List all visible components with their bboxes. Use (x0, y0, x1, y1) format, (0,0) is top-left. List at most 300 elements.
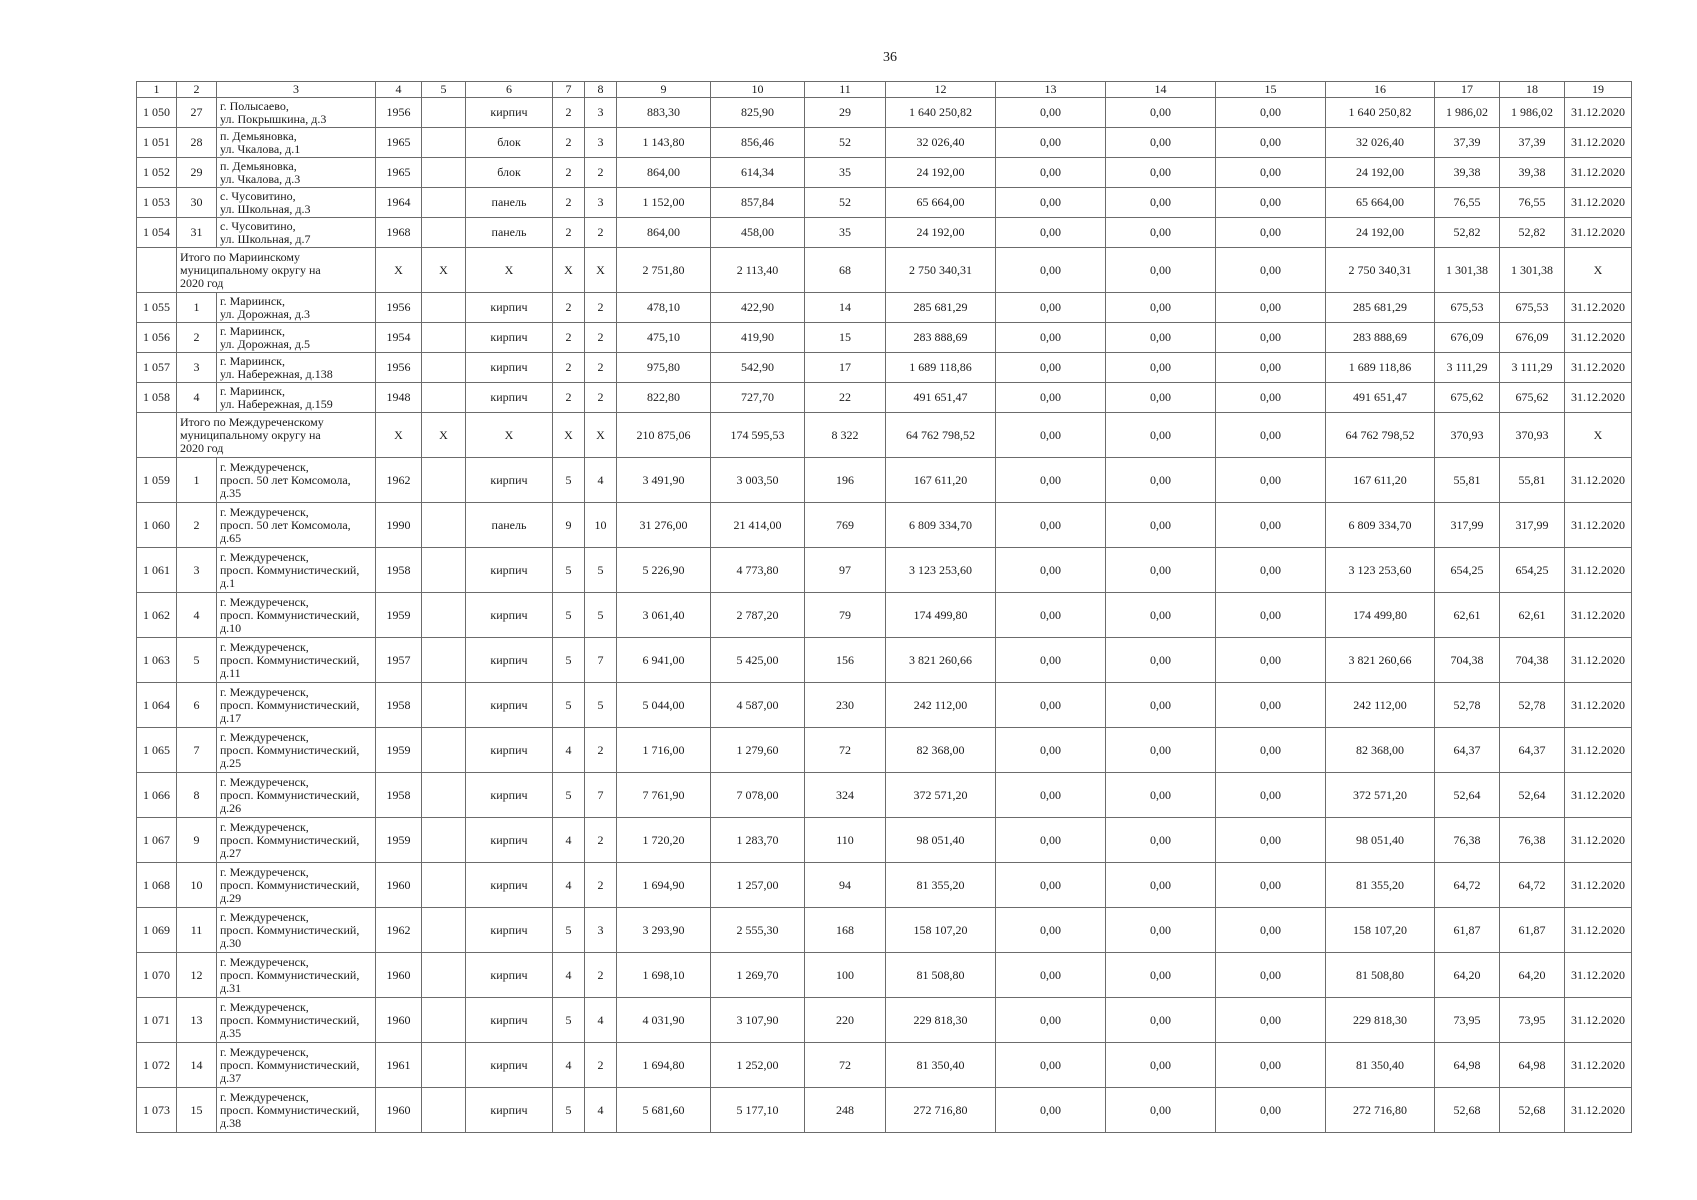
text-line: д.35 (220, 485, 242, 500)
cell-c15: 0,00 (1216, 1088, 1326, 1133)
cell-c17: 39,38 (1435, 158, 1500, 188)
cell-c14: 0,00 (1106, 908, 1216, 953)
cell-ent: 2 (585, 818, 617, 863)
table-row (137, 863, 1632, 908)
cell-ent: 4 (585, 1088, 617, 1133)
cell-c14: 0,00 (1106, 248, 1216, 293)
cell-c11: 220 (805, 998, 886, 1043)
row-number: 1 064 (137, 683, 177, 728)
cell-c10: 1 269,70 (711, 953, 805, 998)
cell-floors: 4 (553, 728, 585, 773)
cell-c13: 0,00 (996, 683, 1106, 728)
row-number: 1 068 (137, 863, 177, 908)
cell-wall: кирпич (466, 593, 553, 638)
cell-floors: X (553, 413, 585, 458)
cell-c5 (422, 593, 466, 638)
cell-year: 1965 (376, 158, 422, 188)
cell-c18: 55,81 (1500, 458, 1565, 503)
cell-c19: 31.12.2020 (1565, 188, 1632, 218)
cell-c15: 0,00 (1216, 503, 1326, 548)
cell-c15: 0,00 (1216, 218, 1326, 248)
cell-c11: 68 (805, 248, 886, 293)
row-number: 1 066 (137, 773, 177, 818)
cell-c14: 0,00 (1106, 158, 1216, 188)
address-cell (217, 548, 376, 593)
cell-c10: 5 425,00 (711, 638, 805, 683)
cell-c18: 76,38 (1500, 818, 1565, 863)
cell-c14: 0,00 (1106, 458, 1216, 503)
cell-c12: 24 192,00 (886, 158, 996, 188)
cell-year: 1960 (376, 953, 422, 998)
cell-c16: 1 640 250,82 (1326, 98, 1435, 128)
cell-c14: 0,00 (1106, 773, 1216, 818)
row-number: 1 053 (137, 188, 177, 218)
cell-c18: 1 301,38 (1500, 248, 1565, 293)
row-number: 1 067 (137, 818, 177, 863)
cell-ent: 2 (585, 218, 617, 248)
cell-floors: 5 (553, 638, 585, 683)
cell-c13: 0,00 (996, 1043, 1106, 1088)
cell-c15: 0,00 (1216, 188, 1326, 218)
text-line: д.26 (220, 800, 242, 815)
cell-floors: 4 (553, 953, 585, 998)
cell-c12: 1 689 118,86 (886, 353, 996, 383)
text-line: г. Междуреченск, (220, 909, 309, 924)
text-line: ул. Дорожная, д.3 (220, 306, 311, 321)
text-line: г. Мариинск, (220, 353, 285, 368)
column-header: 10 (711, 82, 805, 98)
cell-c14: 0,00 (1106, 98, 1216, 128)
cell-c13: 0,00 (996, 503, 1106, 548)
cell-c12: 158 107,20 (886, 908, 996, 953)
cell-c14: 0,00 (1106, 593, 1216, 638)
cell-c18: 64,72 (1500, 863, 1565, 908)
cell-c15: 0,00 (1216, 818, 1326, 863)
cell-ent: 2 (585, 1043, 617, 1088)
cell-floors: 9 (553, 503, 585, 548)
cell-floors: X (553, 248, 585, 293)
text-line: г. Междуреченск, (220, 549, 309, 564)
row-local-number: 6 (177, 683, 217, 728)
table-row (137, 98, 1632, 128)
cell-c5 (422, 188, 466, 218)
cell-c11: 72 (805, 728, 886, 773)
table-row (137, 908, 1632, 953)
cell-wall: кирпич (466, 863, 553, 908)
cell-ent: 2 (585, 728, 617, 773)
cell-c12: 3 821 260,66 (886, 638, 996, 683)
cell-c15: 0,00 (1216, 908, 1326, 953)
cell-floors: 2 (553, 293, 585, 323)
cell-ent: 5 (585, 548, 617, 593)
cell-c17: 76,55 (1435, 188, 1500, 218)
cell-ent: 2 (585, 293, 617, 323)
row-number: 1 062 (137, 593, 177, 638)
cell-c16: 81 350,40 (1326, 1043, 1435, 1088)
cell-c13: 0,00 (996, 548, 1106, 593)
cell-c5 (422, 293, 466, 323)
cell-wall: кирпич (466, 638, 553, 683)
subtotal-label (177, 248, 376, 293)
text-line: г. Междуреченск, (220, 774, 309, 789)
cell-ent: 7 (585, 638, 617, 683)
cell-c9: 5 226,90 (617, 548, 711, 593)
cell-wall: X (466, 413, 553, 458)
table-row (137, 158, 1632, 188)
text-line: д.1 (220, 575, 236, 590)
cell-c13: 0,00 (996, 248, 1106, 293)
text-line: ул. Набережная, д.138 (220, 366, 333, 381)
cell-year: 1962 (376, 458, 422, 503)
cell-year: 1958 (376, 548, 422, 593)
cell-c14: 0,00 (1106, 683, 1216, 728)
cell-c13: 0,00 (996, 728, 1106, 773)
cell-c12: 6 809 334,70 (886, 503, 996, 548)
cell-c10: 422,90 (711, 293, 805, 323)
page-number: 36 (883, 50, 897, 65)
cell-c12: 372 571,20 (886, 773, 996, 818)
row-local-number: 3 (177, 353, 217, 383)
cell-year: 1948 (376, 383, 422, 413)
cell-c5 (422, 818, 466, 863)
cell-wall: кирпич (466, 458, 553, 503)
cell-c16: 2 750 340,31 (1326, 248, 1435, 293)
cell-year: 1964 (376, 188, 422, 218)
row-number: 1 057 (137, 353, 177, 383)
text-line: п. Демьяновка, (220, 158, 297, 173)
cell-c10: 2 787,20 (711, 593, 805, 638)
cell-c17: 1 301,38 (1435, 248, 1500, 293)
cell-c17: 3 111,29 (1435, 353, 1500, 383)
row-number: 1 070 (137, 953, 177, 998)
cell-ent: 3 (585, 98, 617, 128)
cell-c11: 14 (805, 293, 886, 323)
cell-c9: 883,30 (617, 98, 711, 128)
cell-c5: X (422, 248, 466, 293)
text-line: ул. Покрышкина, д.3 (220, 111, 327, 126)
cell-c13: 0,00 (996, 188, 1106, 218)
cell-floors: 2 (553, 218, 585, 248)
cell-c19: 31.12.2020 (1565, 773, 1632, 818)
cell-floors: 2 (553, 353, 585, 383)
address-cell (217, 158, 376, 188)
text-line: г. Мариинск, (220, 293, 285, 308)
cell-c11: 196 (805, 458, 886, 503)
address-cell (217, 1088, 376, 1133)
cell-c9: 5 044,00 (617, 683, 711, 728)
cell-c9: 210 875,06 (617, 413, 711, 458)
cell-year: 1990 (376, 503, 422, 548)
empty-cell (137, 248, 177, 293)
cell-c18: 64,98 (1500, 1043, 1565, 1088)
row-local-number: 30 (177, 188, 217, 218)
cell-ent: 3 (585, 908, 617, 953)
cell-c10: 614,34 (711, 158, 805, 188)
cell-c5 (422, 683, 466, 728)
cell-c12: 1 640 250,82 (886, 98, 996, 128)
cell-year: X (376, 413, 422, 458)
cell-c16: 272 716,80 (1326, 1088, 1435, 1133)
cell-c15: 0,00 (1216, 413, 1326, 458)
cell-floors: 5 (553, 683, 585, 728)
cell-c10: 857,84 (711, 188, 805, 218)
cell-year: 1959 (376, 818, 422, 863)
text-line: просп. 50 лет Комсомола, (220, 517, 351, 532)
table-row (137, 548, 1632, 593)
cell-c11: 156 (805, 638, 886, 683)
text-line: г. Междуреченск, (220, 684, 309, 699)
cell-c14: 0,00 (1106, 503, 1216, 548)
text-line: г. Междуреченск, (220, 819, 309, 834)
cell-wall: панель (466, 218, 553, 248)
text-line: д.11 (220, 665, 241, 680)
cell-wall: кирпич (466, 383, 553, 413)
cell-c18: 1 986,02 (1500, 98, 1565, 128)
cell-c16: 32 026,40 (1326, 128, 1435, 158)
cell-c15: 0,00 (1216, 638, 1326, 683)
cell-ent: 2 (585, 863, 617, 908)
cell-c15: 0,00 (1216, 293, 1326, 323)
cell-c5 (422, 218, 466, 248)
cell-c19: 31.12.2020 (1565, 128, 1632, 158)
cell-c19: 31.12.2020 (1565, 818, 1632, 863)
row-local-number: 28 (177, 128, 217, 158)
row-local-number: 2 (177, 323, 217, 353)
cell-c18: 675,53 (1500, 293, 1565, 323)
cell-c12: 81 355,20 (886, 863, 996, 908)
cell-c17: 370,93 (1435, 413, 1500, 458)
cell-c19: 31.12.2020 (1565, 638, 1632, 683)
row-local-number: 7 (177, 728, 217, 773)
text-line: г. Междуреченск, (220, 729, 309, 744)
cell-c19: 31.12.2020 (1565, 863, 1632, 908)
text-line: д.31 (220, 980, 242, 995)
subtotal-row (137, 413, 1632, 458)
cell-wall: кирпич (466, 683, 553, 728)
cell-c9: 864,00 (617, 158, 711, 188)
cell-c13: 0,00 (996, 908, 1106, 953)
cell-wall: кирпич (466, 98, 553, 128)
column-header: 13 (996, 82, 1106, 98)
cell-c19: 31.12.2020 (1565, 458, 1632, 503)
cell-wall: кирпич (466, 908, 553, 953)
row-local-number: 3 (177, 548, 217, 593)
cell-c18: 317,99 (1500, 503, 1565, 548)
cell-c17: 675,53 (1435, 293, 1500, 323)
cell-c5 (422, 638, 466, 683)
text-line: Итого по Междуреченскому (180, 414, 324, 429)
cell-c15: 0,00 (1216, 773, 1326, 818)
cell-c19: 31.12.2020 (1565, 548, 1632, 593)
cell-c16: 229 818,30 (1326, 998, 1435, 1043)
cell-c17: 61,87 (1435, 908, 1500, 953)
cell-c13: 0,00 (996, 383, 1106, 413)
cell-c9: 3 491,90 (617, 458, 711, 503)
cell-c12: 242 112,00 (886, 683, 996, 728)
cell-c9: 6 941,00 (617, 638, 711, 683)
row-number: 1 054 (137, 218, 177, 248)
cell-c15: 0,00 (1216, 683, 1326, 728)
cell-floors: 5 (553, 458, 585, 503)
cell-c9: 864,00 (617, 218, 711, 248)
cell-ent: 10 (585, 503, 617, 548)
row-local-number: 8 (177, 773, 217, 818)
row-local-number: 15 (177, 1088, 217, 1133)
cell-c18: 73,95 (1500, 998, 1565, 1043)
cell-c11: 230 (805, 683, 886, 728)
cell-c14: 0,00 (1106, 1088, 1216, 1133)
text-line: д.17 (220, 710, 242, 725)
cell-c10: 3 107,90 (711, 998, 805, 1043)
cell-c10: 21 414,00 (711, 503, 805, 548)
address-cell (217, 863, 376, 908)
housing-register-table (136, 81, 1632, 1133)
column-header: 6 (466, 82, 553, 98)
address-cell (217, 998, 376, 1043)
text-line: просп. Коммунистический, (220, 877, 360, 892)
cell-c12: 81 350,40 (886, 1043, 996, 1088)
cell-c15: 0,00 (1216, 158, 1326, 188)
cell-c18: 76,55 (1500, 188, 1565, 218)
cell-wall: X (466, 248, 553, 293)
text-line: просп. Коммунистический, (220, 922, 360, 937)
row-number: 1 052 (137, 158, 177, 188)
cell-c9: 2 751,80 (617, 248, 711, 293)
cell-c18: 675,62 (1500, 383, 1565, 413)
cell-c14: 0,00 (1106, 1043, 1216, 1088)
text-line: ул. Школьная, д.7 (220, 231, 311, 246)
cell-c11: 8 322 (805, 413, 886, 458)
cell-c11: 29 (805, 98, 886, 128)
cell-floors: 2 (553, 188, 585, 218)
cell-c17: 37,39 (1435, 128, 1500, 158)
cell-ent: 7 (585, 773, 617, 818)
cell-c12: 81 508,80 (886, 953, 996, 998)
cell-c13: 0,00 (996, 818, 1106, 863)
cell-c17: 62,61 (1435, 593, 1500, 638)
row-local-number: 2 (177, 503, 217, 548)
text-line: просп. Коммунистический, (220, 607, 360, 622)
cell-c15: 0,00 (1216, 953, 1326, 998)
text-line: 2020 год (180, 275, 224, 290)
cell-c14: 0,00 (1106, 383, 1216, 413)
text-line: д.27 (220, 845, 242, 860)
cell-ent: 3 (585, 188, 617, 218)
cell-c10: 2 113,40 (711, 248, 805, 293)
address-cell (217, 638, 376, 683)
cell-c16: 283 888,69 (1326, 323, 1435, 353)
text-line: просп. Коммунистический, (220, 832, 360, 847)
cell-floors: 5 (553, 1088, 585, 1133)
cell-c13: 0,00 (996, 1088, 1106, 1133)
cell-year: 1960 (376, 863, 422, 908)
row-local-number: 14 (177, 1043, 217, 1088)
subtotal-label (177, 413, 376, 458)
address-cell (217, 128, 376, 158)
text-line: д.29 (220, 890, 242, 905)
cell-c18: 676,09 (1500, 323, 1565, 353)
cell-c14: 0,00 (1106, 998, 1216, 1043)
cell-c16: 6 809 334,70 (1326, 503, 1435, 548)
cell-c19: 31.12.2020 (1565, 383, 1632, 413)
text-line: г. Междуреченск, (220, 594, 309, 609)
cell-year: 1965 (376, 128, 422, 158)
cell-floors: 4 (553, 818, 585, 863)
cell-ent: 5 (585, 683, 617, 728)
table-row (137, 218, 1632, 248)
text-line: ул. Школьная, д.3 (220, 201, 311, 216)
text-line: г. Междуреченск, (220, 1089, 309, 1104)
table-row (137, 593, 1632, 638)
cell-c5 (422, 773, 466, 818)
cell-c15: 0,00 (1216, 383, 1326, 413)
cell-c19: 31.12.2020 (1565, 728, 1632, 773)
text-line: просп. Коммунистический, (220, 652, 360, 667)
text-line: ул. Набережная, д.159 (220, 396, 333, 411)
cell-c12: 64 762 798,52 (886, 413, 996, 458)
cell-ent: 5 (585, 593, 617, 638)
cell-c15: 0,00 (1216, 458, 1326, 503)
cell-c10: 727,70 (711, 383, 805, 413)
cell-c16: 65 664,00 (1326, 188, 1435, 218)
cell-ent: 3 (585, 128, 617, 158)
cell-c10: 4 773,80 (711, 548, 805, 593)
column-header: 18 (1500, 82, 1565, 98)
cell-c13: 0,00 (996, 218, 1106, 248)
row-number: 1 063 (137, 638, 177, 683)
column-header: 19 (1565, 82, 1632, 98)
cell-c12: 65 664,00 (886, 188, 996, 218)
cell-c15: 0,00 (1216, 998, 1326, 1043)
cell-ent: 4 (585, 458, 617, 503)
cell-c17: 52,78 (1435, 683, 1500, 728)
cell-c10: 458,00 (711, 218, 805, 248)
column-header: 7 (553, 82, 585, 98)
cell-c10: 856,46 (711, 128, 805, 158)
address-cell (217, 773, 376, 818)
cell-c16: 1 689 118,86 (1326, 353, 1435, 383)
cell-c11: 100 (805, 953, 886, 998)
cell-c5 (422, 158, 466, 188)
text-line: Итого по Мариинскому (180, 249, 300, 264)
column-header: 15 (1216, 82, 1326, 98)
text-line: ул. Дорожная, д.5 (220, 336, 311, 351)
cell-c16: 174 499,80 (1326, 593, 1435, 638)
text-line: д.37 (220, 1070, 242, 1085)
cell-floors: 4 (553, 863, 585, 908)
cell-c14: 0,00 (1106, 128, 1216, 158)
column-header: 11 (805, 82, 886, 98)
cell-c15: 0,00 (1216, 1043, 1326, 1088)
text-line: г. Междуреченск, (220, 954, 309, 969)
cell-c9: 5 681,60 (617, 1088, 711, 1133)
text-line: г. Полысаево, (220, 98, 289, 113)
text-line: просп. Коммунистический, (220, 1102, 360, 1117)
cell-c14: 0,00 (1106, 863, 1216, 908)
column-number-row (137, 82, 1632, 98)
text-line: г. Междуреченск, (220, 864, 309, 879)
row-local-number: 4 (177, 593, 217, 638)
cell-c11: 22 (805, 383, 886, 413)
cell-c10: 1 283,70 (711, 818, 805, 863)
cell-floors: 2 (553, 128, 585, 158)
cell-c19: 31.12.2020 (1565, 908, 1632, 953)
text-line: ул. Чкалова, д.1 (220, 141, 301, 156)
cell-c15: 0,00 (1216, 248, 1326, 293)
cell-c18: 3 111,29 (1500, 353, 1565, 383)
row-number: 1 069 (137, 908, 177, 953)
row-number: 1 060 (137, 503, 177, 548)
